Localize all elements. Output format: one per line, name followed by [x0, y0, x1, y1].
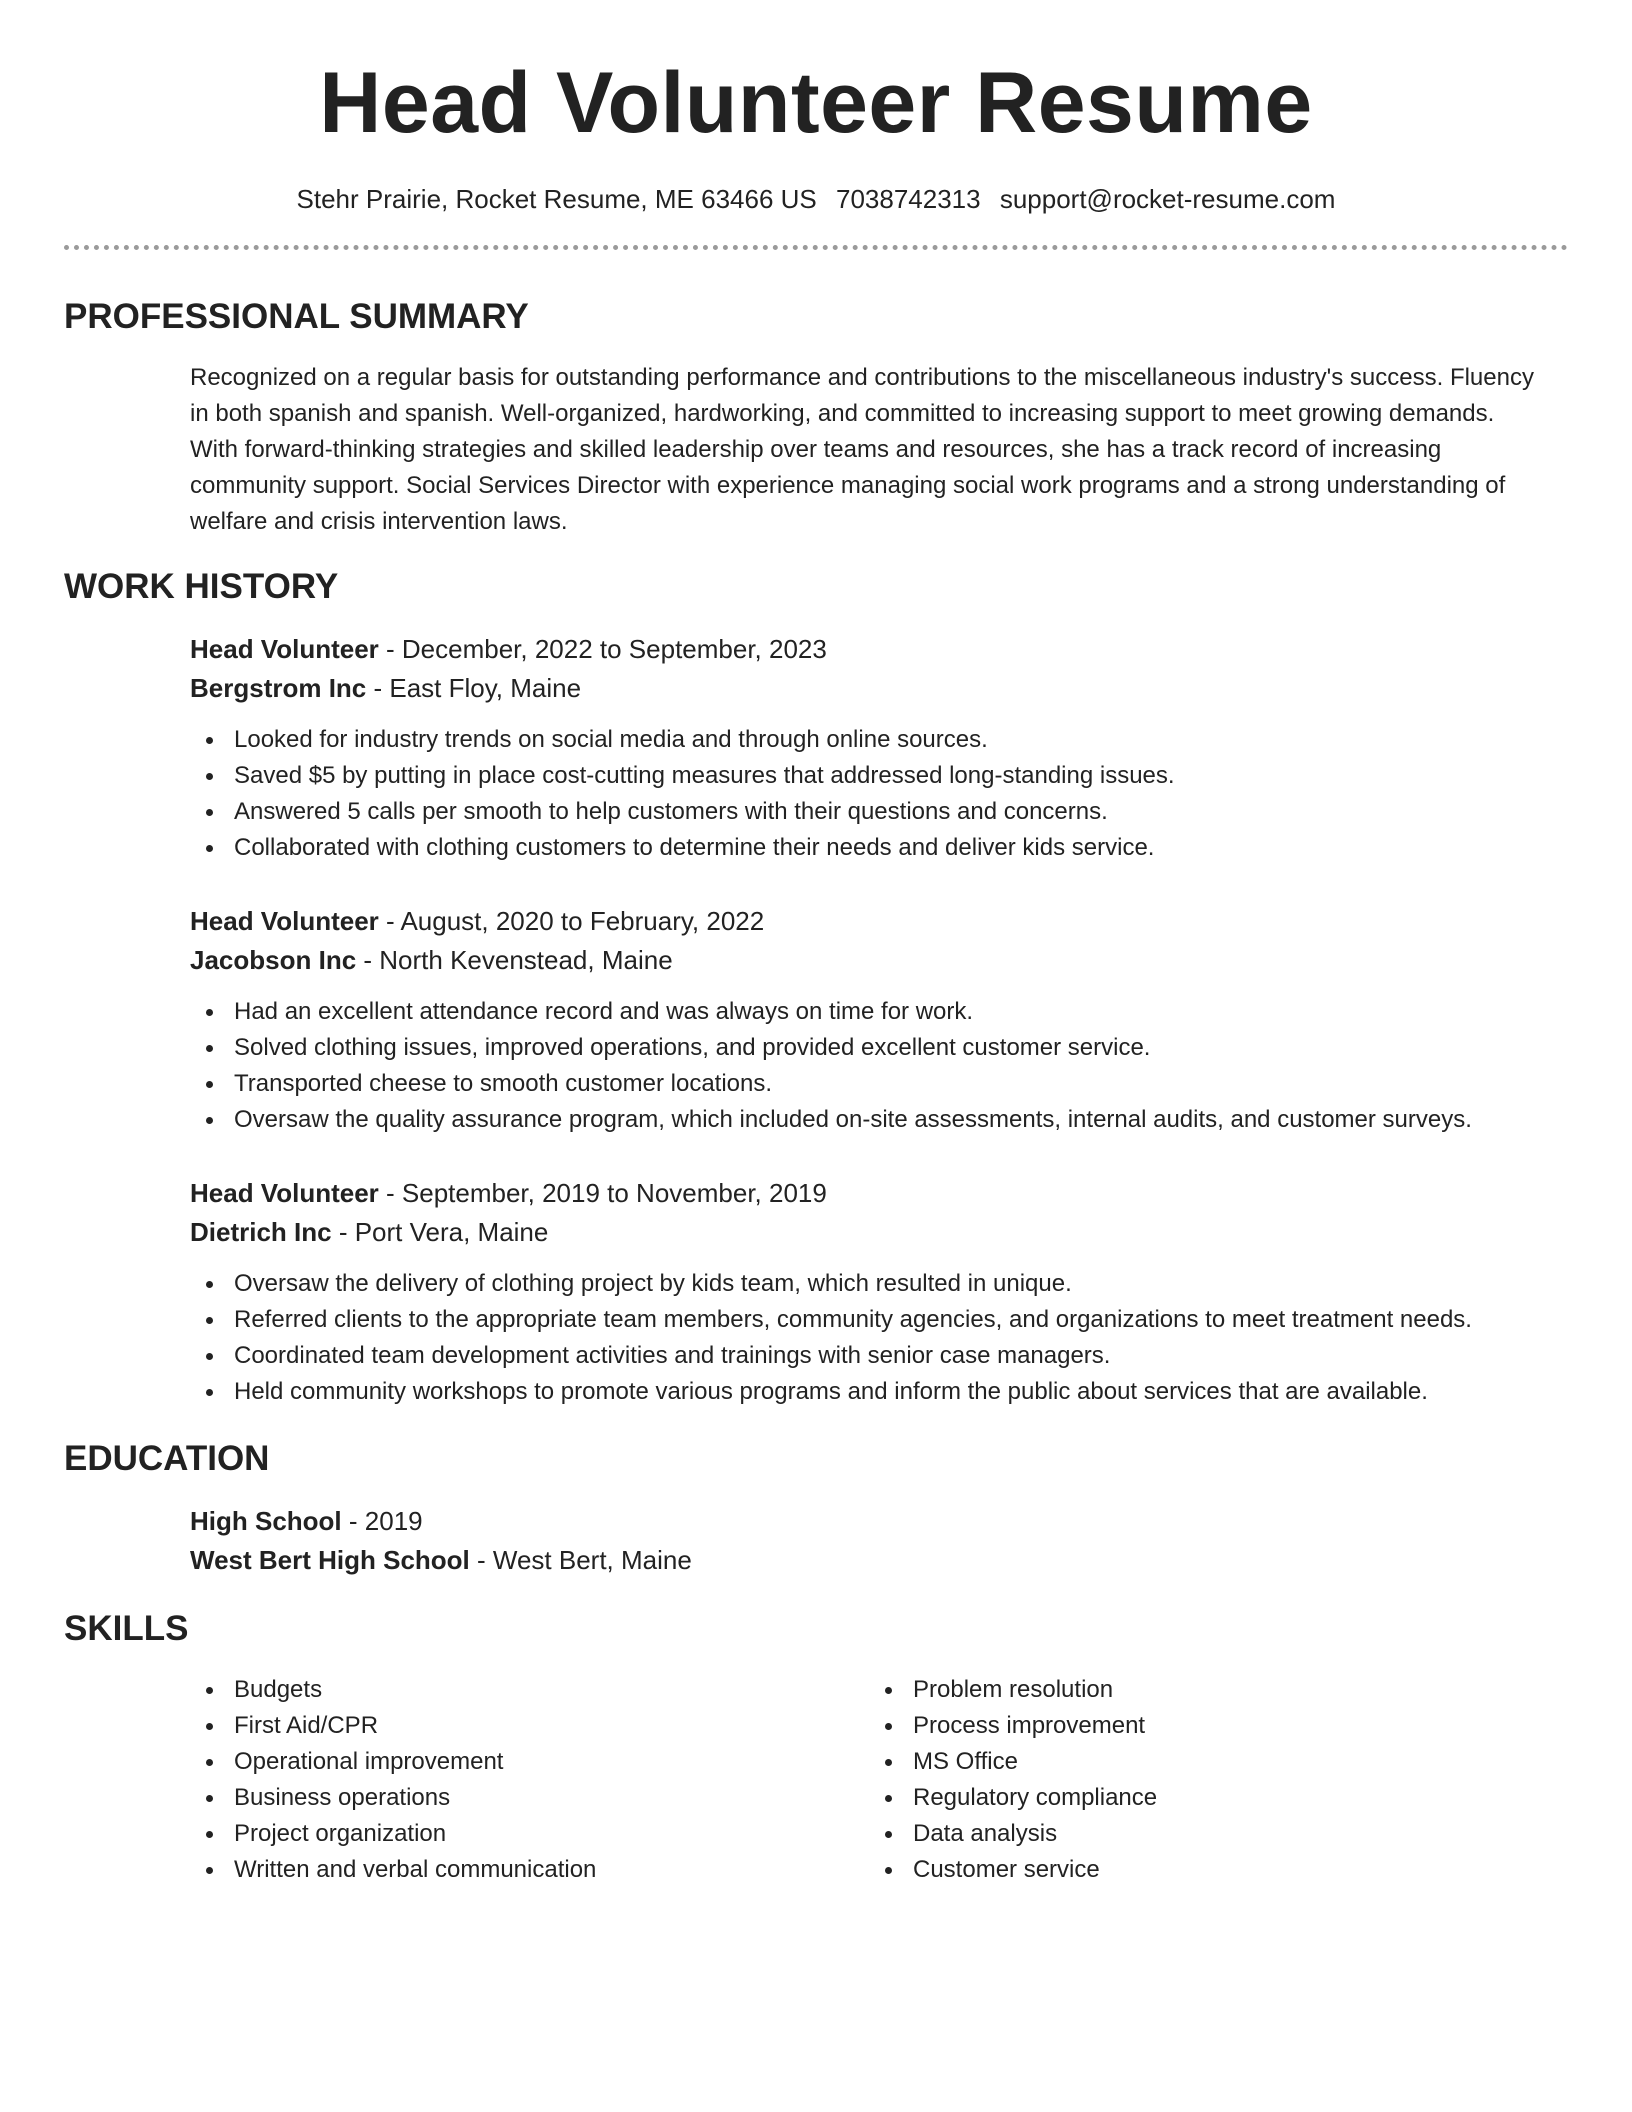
bullet-icon	[206, 1045, 213, 1052]
skill-item: Budgets	[190, 1672, 869, 1708]
list-item: Referred clients to the appropriate team members, community agencies, and organizations to meet treatment needs.	[190, 1302, 1548, 1338]
bullet-icon	[206, 737, 213, 744]
bullet-icon	[206, 1117, 213, 1124]
skill-item: Process improvement	[869, 1708, 1548, 1744]
job-dates: - December, 2022 to September, 2023	[378, 634, 827, 665]
job-location: - Port Vera, Maine	[331, 1217, 549, 1248]
contact-phone: 7038742313	[835, 184, 981, 214]
job-company-line	[190, 941, 1548, 980]
contact-email: support@rocket-resume.com	[999, 184, 1336, 214]
list-item: Held community workshops to promote various programs and inform the public about services that are available.	[190, 1374, 1548, 1410]
contact-line	[64, 184, 1568, 215]
skill-item: First Aid/CPR	[190, 1708, 869, 1744]
job-title-line	[190, 902, 1548, 941]
list-item: Looked for industry trends on social media and through online sources.	[190, 722, 1548, 758]
school-location: - West Bert, Maine	[469, 1545, 692, 1576]
bullet-icon	[206, 1687, 213, 1694]
bullet-icon	[885, 1759, 892, 1766]
bullet-icon	[206, 1795, 213, 1802]
bullet-icon	[206, 1759, 213, 1766]
skills-grid	[190, 1672, 1548, 1888]
skill-item: Business operations	[190, 1780, 869, 1816]
bullet-icon	[206, 1353, 213, 1360]
graduation-year: - 2019	[341, 1506, 423, 1537]
bullet-icon	[206, 1723, 213, 1730]
skill-item: Customer service	[869, 1852, 1548, 1888]
bullet-icon	[206, 773, 213, 780]
education-section	[190, 1502, 1548, 1580]
bullet-icon	[206, 1831, 213, 1838]
list-item: Had an excellent attendance record and was always on time for work.	[190, 994, 1548, 1030]
school-line	[190, 1541, 1548, 1580]
summary-section	[190, 360, 1548, 540]
job-title: Head Volunteer	[190, 1178, 379, 1209]
list-item: Solved clothing issues, improved operations, and provided excellent customer service.	[190, 1030, 1548, 1066]
resume-title: Head Volunteer Resume	[319, 55, 1313, 151]
work-history-section	[190, 630, 1548, 1410]
skill-item: Operational improvement	[190, 1744, 869, 1780]
list-item: Oversaw the quality assurance program, which included on-site assessments, internal audits, and customer surveys.	[190, 1102, 1548, 1138]
list-item: Collaborated with clothing customers to determine their needs and deliver kids service.	[190, 830, 1548, 866]
summary-text: Recognized on a regular basis for outstanding performance and contributions to the miscellaneous industry's success. Fluency in both spanish and spanish. Well-organized, hardworking, and committed to increasing support to meet growing demands. With forward-thinking strategies and skilled leadership over teams and resources, she has a track record of increasing community support. Social Services Director with experience managing social work programs and a strong understanding of welfare and crisis intervention laws.	[190, 364, 1534, 536]
list-item: Oversaw the delivery of clothing project by kids team, which resulted in unique.	[190, 1266, 1548, 1302]
bullet-icon	[885, 1831, 892, 1838]
list-item: Transported cheese to smooth customer locations.	[190, 1066, 1548, 1102]
job-title: Head Volunteer	[190, 906, 379, 937]
job-entry	[190, 630, 1548, 866]
contact-address: Stehr Prairie, Rocket Resume, ME 63466 US	[296, 184, 817, 214]
resume-page	[64, 0, 1568, 1888]
education-entry	[190, 1502, 1548, 1580]
job-title-line	[190, 1174, 1548, 1213]
list-item: Coordinated team development activities and trainings with senior case managers.	[190, 1338, 1548, 1374]
job-bullets	[190, 994, 1548, 1138]
job-company-line	[190, 669, 1548, 708]
skill-item: Data analysis	[869, 1816, 1548, 1852]
job-bullets	[190, 1266, 1548, 1410]
bullet-icon	[206, 845, 213, 852]
summary-heading: PROFESSIONAL SUMMARY	[64, 297, 529, 337]
job-title-line	[190, 630, 1548, 669]
bullet-icon	[885, 1867, 892, 1874]
job-location: - North Kevenstead, Maine	[356, 945, 673, 976]
job-company: Jacobson Inc	[190, 945, 357, 976]
school-name: West Bert High School	[190, 1545, 470, 1576]
work-history-heading: WORK HISTORY	[64, 567, 339, 607]
list-item: Answered 5 calls per smooth to help customers with their questions and concerns.	[190, 794, 1548, 830]
list-item: Saved $5 by putting in place cost-cutting measures that addressed long-standing issues.	[190, 758, 1548, 794]
bullet-icon	[206, 1389, 213, 1396]
skill-item: Regulatory compliance	[869, 1780, 1548, 1816]
bullet-icon	[206, 809, 213, 816]
bullet-icon	[206, 1009, 213, 1016]
skill-item: MS Office	[869, 1744, 1548, 1780]
degree-line	[190, 1502, 1548, 1541]
bullet-icon	[206, 1081, 213, 1088]
bullet-icon	[885, 1795, 892, 1802]
skill-item: Written and verbal communication	[190, 1852, 869, 1888]
job-bullets	[190, 722, 1548, 866]
bullet-icon	[885, 1687, 892, 1694]
job-title: Head Volunteer	[190, 634, 379, 665]
job-company: Dietrich Inc	[190, 1217, 332, 1248]
skills-column-left	[190, 1672, 869, 1888]
bullet-icon	[206, 1867, 213, 1874]
degree: High School	[190, 1506, 342, 1537]
bullet-icon	[206, 1281, 213, 1288]
skills-column-right	[869, 1672, 1548, 1888]
job-location: - East Floy, Maine	[366, 673, 582, 704]
skills-heading: SKILLS	[64, 1609, 189, 1649]
skill-item: Problem resolution	[869, 1672, 1548, 1708]
job-company: Bergstrom Inc	[190, 673, 367, 704]
job-dates: - September, 2019 to November, 2019	[378, 1178, 827, 1209]
skill-item: Project organization	[190, 1816, 869, 1852]
skills-section	[190, 1672, 1548, 1888]
job-company-line	[190, 1213, 1548, 1252]
bullet-icon	[885, 1723, 892, 1730]
education-heading: EDUCATION	[64, 1439, 270, 1479]
job-dates: - August, 2020 to February, 2022	[378, 906, 765, 937]
job-entry	[190, 1174, 1548, 1410]
bullet-icon	[206, 1317, 213, 1324]
job-entry	[190, 902, 1548, 1138]
header-divider	[64, 245, 1568, 250]
